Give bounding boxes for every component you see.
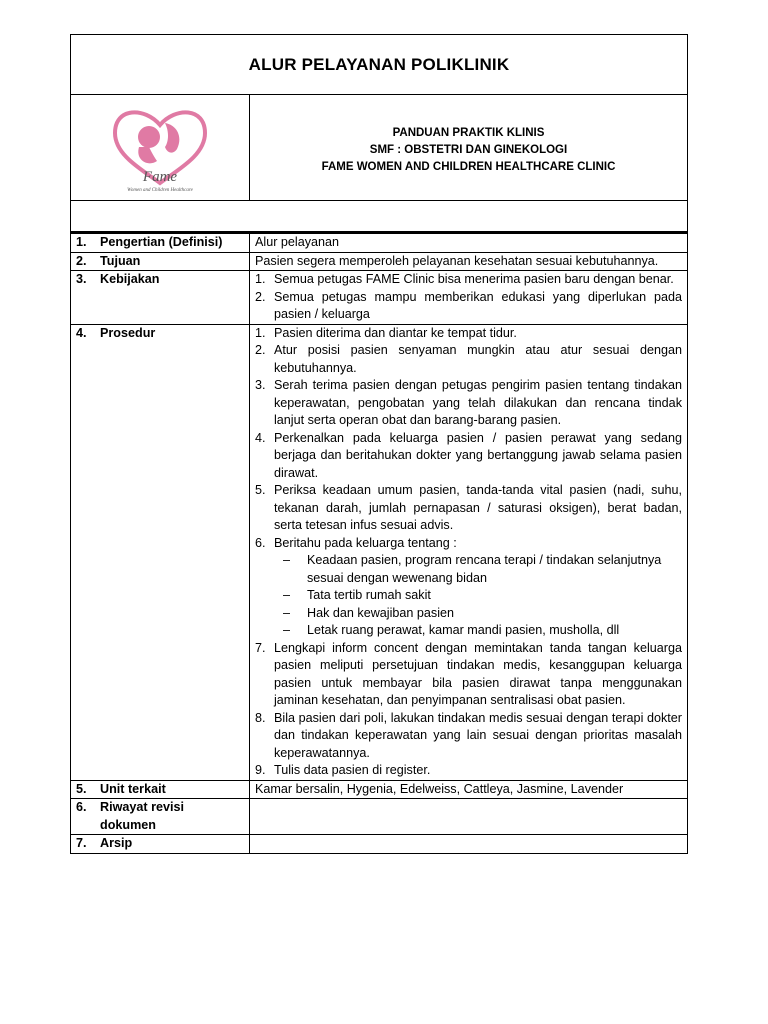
- label-cell: [71, 799, 250, 835]
- row-label: Kebijakan: [100, 272, 160, 286]
- revision-history-value: [250, 799, 688, 835]
- document: [70, 34, 688, 854]
- header-line-2: SMF : OBSTETRI DAN GINEKOLOGI: [369, 144, 568, 156]
- row-number: 4.: [76, 325, 87, 340]
- list-item: 1. Pasien diterima dan diantar ke tempat tidur.: [255, 325, 517, 340]
- row-revision-history: [71, 799, 688, 835]
- list-item: 4. Perkenalkan pada keluarga pasien / pasien perawat yang sedang berjaga dan beritahukan dokter yang bertanggung jawab selama pasien dirawat.: [255, 430, 682, 480]
- list-item: 7. Lengkapi inform concent dengan memintakan tanda tangan keluarga pasien meliputi persetujuan tindakan medis, kesanggupan keluarga pasien untuk membayar bila pasien dirawat tanpa menggunakan jaminan kesehatan, dan penyimpanan sentralisasi obat pasien.: [255, 640, 682, 707]
- row-number: 5.: [76, 781, 87, 796]
- policy-value: [250, 271, 688, 325]
- list-item: 8. Bila pasien dari poli, lakukan tindakan medis sesuai dengan terapi dokter dan tindakan keperawatan yang lain sesuai dengan prioritas masalah keperawatannya.: [255, 710, 682, 760]
- title-box: [70, 34, 688, 95]
- label-cell: [71, 324, 250, 780]
- list-item: 2. Atur posisi pasien senyaman mungkin atau atur sesuai dengan kebutuhannya.: [255, 343, 682, 375]
- list-item: 2. Semua petugas mampu memberikan edukasi yang diperlukan pada pasien / keluarga: [255, 289, 682, 321]
- list-item: 9. Tulis data pasien di register.: [255, 763, 431, 777]
- row-archive: [71, 835, 688, 854]
- sub-list-item: – Tata tertib rumah sakit: [283, 588, 431, 602]
- row-label: Unit terkait: [100, 781, 166, 796]
- row-procedure: [71, 324, 688, 780]
- label-cell: [71, 233, 250, 252]
- header-line-3: FAME WOMEN AND CHILDREN HEALTHCARE CLINIC: [321, 161, 616, 173]
- list-item: 6. Beritahu pada keluarga tentang :: [255, 535, 457, 550]
- related-units-value: Kamar bersalin, Hygenia, Edelweiss, Cattleya, Jasmine, Lavender: [250, 780, 688, 799]
- row-number: 2.: [76, 253, 87, 268]
- row-label: Riwayat revisi dokumen: [100, 800, 185, 832]
- row-definition: [71, 233, 688, 252]
- sub-list-item: – Letak ruang perawat, kamar mandi pasien, musholla, dll: [283, 623, 620, 637]
- label-cell: [71, 252, 250, 271]
- row-label: Pengertian (Definisi): [100, 235, 223, 249]
- row-policy: [71, 271, 688, 325]
- woman-head-icon: [138, 126, 160, 148]
- row-number: 1.: [76, 235, 87, 249]
- archive-value: [250, 835, 688, 854]
- definition-value: Alur pelayanan: [250, 233, 688, 252]
- procedure-value: [250, 324, 688, 780]
- row-related-units: [71, 780, 688, 799]
- sub-list-item: – Keadaan pasien, program rencana terapi / tindakan selanjutnya sesuai dengan wewenang bidan: [283, 553, 662, 585]
- sub-list-item: – Hak dan kewajiban pasien: [283, 605, 455, 620]
- fame-logo: [105, 103, 215, 193]
- logo-wordmark: Fame: [142, 168, 178, 185]
- spacer-row: [70, 201, 688, 232]
- row-label: Arsip: [100, 836, 133, 850]
- header-line-1: PANDUAN PRAKTIK KLINIS: [392, 127, 545, 139]
- list-item: 3. Serah terima pasien dengan petugas pengirim pasien tentang tindakan keperawatan, pengobatan yang telah dilakukan dan rencana tindak lanjut serta operan obat dan barang-barang pasien.: [255, 378, 682, 427]
- list-item: 5. Periksa keadaan umum pasien, tanda-tanda vital pasien (nadi, suhu, tekanan darah, jumlah pernapasan / saturasi oksigen), berat badan, serta tetesan infus sesuai advis.: [255, 483, 682, 532]
- logo-tagline: Women and Children Healthcare: [127, 187, 193, 193]
- document-title: ALUR PELAYANAN POLIKLINIK: [248, 54, 510, 74]
- row-number: 6.: [76, 800, 87, 814]
- row-number: 3.: [76, 272, 87, 286]
- row-label: Prosedur: [100, 325, 156, 340]
- header-text: [250, 95, 687, 200]
- label-cell: [71, 835, 250, 854]
- label-cell: [71, 271, 250, 325]
- purpose-value: Pasien segera memperoleh pelayanan kesehatan sesuai kebutuhannya.: [250, 252, 688, 271]
- list-item: 1. Semua petugas FAME Clinic bisa menerima pasien baru dengan benar.: [255, 272, 674, 286]
- logo-cell: [71, 95, 250, 200]
- sub-list: [255, 552, 682, 640]
- content-table: [70, 232, 688, 854]
- row-label: Tujuan: [100, 253, 141, 268]
- header-box: [70, 95, 688, 201]
- label-cell: [71, 780, 250, 799]
- row-number: 7.: [76, 836, 87, 850]
- row-purpose: [71, 252, 688, 271]
